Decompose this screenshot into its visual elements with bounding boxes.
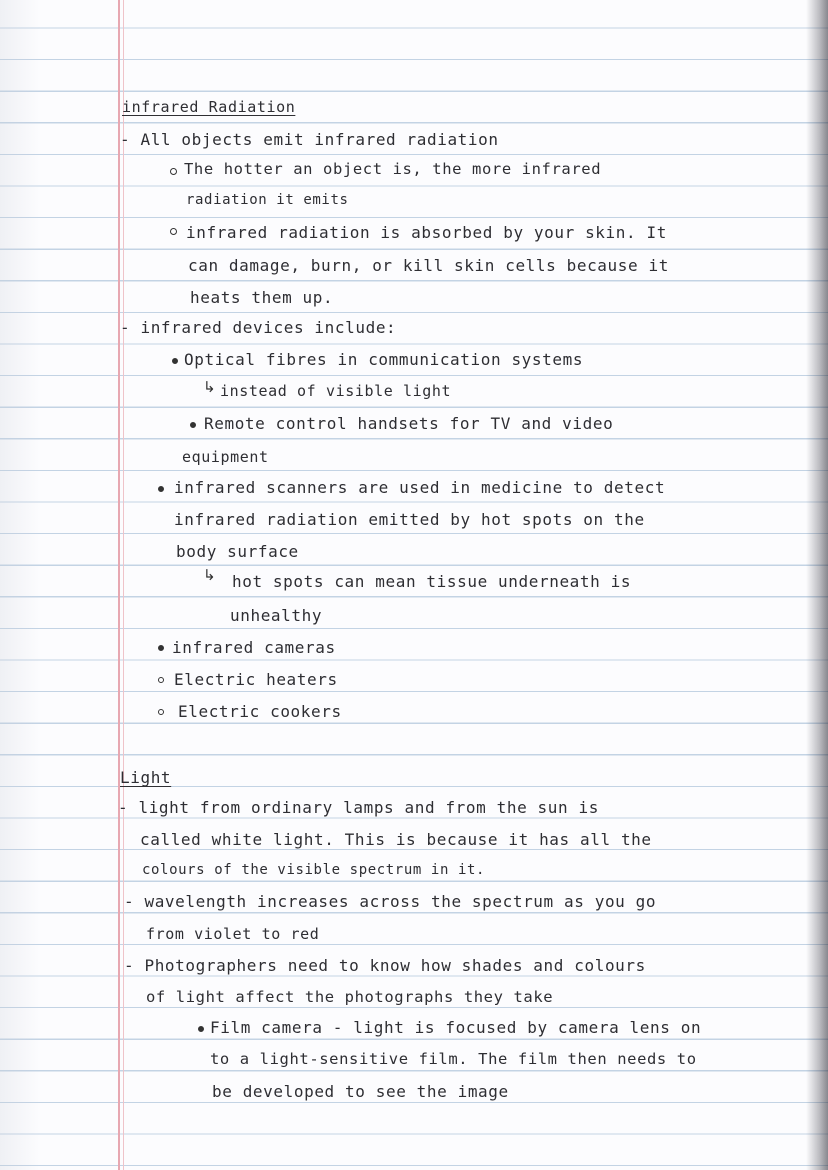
bullet-icon (170, 228, 177, 235)
note-line-22: colours of the visible spectrum in it. (142, 862, 486, 878)
note-line-20: - light from ordinary lamps and from the sun is (118, 798, 599, 817)
note-line-5: can damage, burn, or kill skin cells because it (188, 256, 669, 275)
note-line-3: radiation it emits (186, 192, 349, 208)
note-line-12: infrared scanners are used in medicine to detect (174, 478, 666, 497)
heading-light: Light (120, 768, 172, 787)
note-line-26: of light affect the photographs they take (146, 988, 554, 1006)
note-line-29: be developed to see the image (212, 1082, 509, 1101)
note-line-21: called white light. This is because it has all the (140, 830, 652, 849)
bullet-icon (158, 486, 164, 492)
note-line-9: instead of visible light (220, 382, 452, 400)
note-line-17: infrared cameras (172, 638, 336, 657)
page-edge-shadow (806, 0, 828, 1170)
page-left-edge (0, 0, 40, 1170)
note-line-13: infrared radiation emitted by hot spots on the (174, 510, 645, 529)
note-line-15: hot spots can mean tissue underneath is (232, 572, 632, 591)
note-line-11: equipment (182, 448, 269, 466)
note-line-16: unhealthy (230, 606, 323, 625)
margin-line-secondary (123, 0, 124, 1170)
bullet-icon (170, 168, 177, 175)
arrow-return-icon: ↳ (203, 566, 216, 584)
note-line-25: - Photographers need to know how shades and colours (124, 956, 646, 975)
bullet-icon (158, 709, 164, 715)
note-line-27: Film camera - light is focused by camera lens on (210, 1018, 702, 1037)
note-line-10: Remote control handsets for TV and video (204, 414, 614, 433)
note-line-28: to a light-sensitive film. The film then needs to (210, 1050, 697, 1068)
margin-line (118, 0, 120, 1170)
note-line-19: Electric cookers (178, 702, 342, 721)
bullet-icon (190, 422, 196, 428)
note-line-18: Electric heaters (174, 670, 338, 689)
note-line-4: infrared radiation is absorbed by your skin. It (186, 223, 667, 242)
note-line-2: The hotter an object is, the more infrared (184, 160, 602, 178)
heading-infrared-radiation: infrared Radiation (122, 98, 296, 116)
note-line-1: - All objects emit infrared radiation (120, 130, 499, 149)
bullet-icon (198, 1026, 204, 1032)
bullet-icon (158, 645, 164, 651)
note-line-24: from violet to red (146, 925, 320, 943)
note-line-7: - infrared devices include: (120, 318, 397, 337)
note-line-23: - wavelength increases across the spectrum as you go (124, 892, 657, 911)
bullet-icon (172, 358, 178, 364)
note-line-8: Optical fibres in communication systems (184, 350, 584, 369)
bullet-icon (158, 677, 164, 683)
arrow-return-icon: ↳ (203, 378, 216, 396)
note-line-14: body surface (176, 542, 299, 561)
note-line-6: heats them up. (190, 288, 334, 307)
